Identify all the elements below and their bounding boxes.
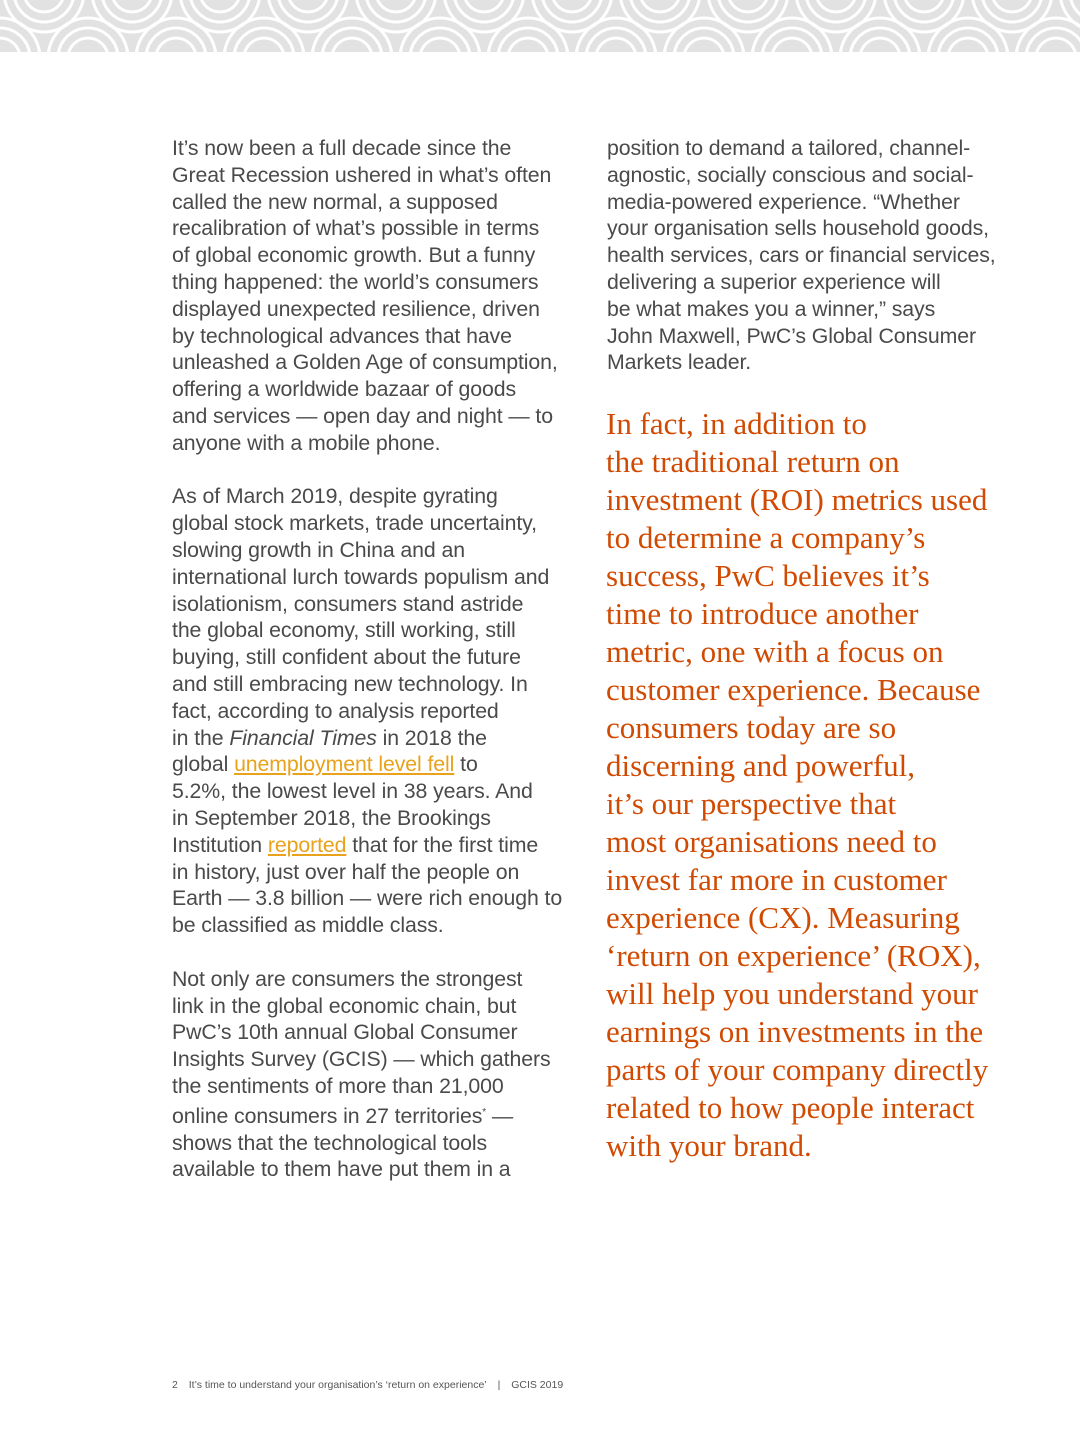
text-line [172,993,592,1020]
pull-quote-line: metric, one with a focus on [606,634,944,669]
pull-quote-line: In fact, in addition to [606,406,867,441]
text-line [172,1046,592,1073]
text-line [172,269,592,296]
pull-quote-line: experience (CX). Measuring [606,900,960,935]
text-segment: offering a worldwide bazaar of goods [172,377,517,402]
pull-quote [606,405,1046,1165]
text-segment: link in the global economic chain, but [172,993,517,1018]
text-line [172,1130,592,1157]
text-line [172,376,592,403]
text-segment: thing happened: the world’s consumers [172,269,539,294]
text-segment: anyone with a mobile phone. [172,430,441,455]
pull-quote-line: investment (ROI) metrics used [606,482,988,517]
pull-quote-line: earnings on investments in the [606,1014,984,1049]
text-line [607,242,1037,269]
pull-quote-line: to determine a company’s [606,520,926,555]
text-line [172,1073,592,1100]
text-line [172,242,592,269]
pull-quote-line: ‘return on experience’ (ROX), [606,938,981,973]
text-line [172,564,592,591]
inline-link[interactable]: unemployment level fell [234,752,455,777]
text-line [172,1100,592,1130]
text-line [607,296,1037,323]
pull-quote-line: success, PwC believes it’s [606,558,930,593]
text-segment: be what makes you a winner,” says [607,296,936,321]
pull-quote-line: consumers today are so [606,710,897,745]
text-line [172,725,592,752]
inline-link[interactable]: reported [267,832,347,857]
text-segment: buying, still confident about the future [172,645,521,670]
text-line [172,1019,592,1046]
text-line [172,537,592,564]
text-segment: Earth — 3.8 billion — were rich enough to [172,886,563,911]
text-segment: Markets leader. [607,350,752,375]
text-line [172,189,592,216]
page-number: 2 [172,1379,178,1391]
pull-quote-line: parts of your company directly [606,1052,989,1087]
text-segment: Not only are consumers the strongest [172,966,523,991]
text-segment: displayed unexpected resilience, driven [172,296,540,321]
text-segment: shows that the technological tools [172,1130,488,1155]
text-line [607,323,1037,350]
text-line [172,430,592,457]
text-segment: in 2018 the [376,725,487,750]
text-segment: position to demand a tailored, channel- [607,136,971,160]
body-right-column [607,135,1037,403]
text-segment: Great Recession ushered in what’s often [172,162,552,187]
body-left-column [172,135,592,1210]
text-segment: in history, just over half the people on [172,859,520,884]
text-line [172,483,592,510]
text-line [172,751,592,778]
text-segment: unleashed a Golden Age of consumption, [172,350,558,375]
text-segment: As of March 2019, despite gyrating [172,484,498,509]
text-line [607,269,1037,296]
text-segment: — [486,1103,514,1128]
pull-quote-line: customer experience. Because [606,672,981,707]
decorative-arc-pattern-banner [0,0,1080,54]
text-line [172,912,592,939]
pull-quote-line: the traditional return on [606,444,900,479]
text-segment: Insights Survey (GCIS) — which gathers [172,1047,551,1072]
text-segment: isolationism, consumers stand astride [172,591,524,616]
text-segment: online consumers in 27 territories [172,1103,483,1128]
text-line [172,162,592,189]
text-segment: 5.2%, the lowest level in 38 years. And [172,779,533,804]
text-segment: agnostic, socially conscious and social- [607,162,974,187]
text-segment: by technological advances that have [172,323,512,348]
document-title: It’s time to understand your organisation’s ‘return on experience’ [188,1379,487,1391]
text-line [172,805,592,832]
pull-quote-line: related to how people interact [606,1090,975,1125]
text-line [607,189,1037,216]
text-segment: in the [172,725,230,750]
text-line [172,885,592,912]
paragraph [172,483,592,939]
text-line [607,215,1037,242]
text-segment: slowing growth in China and an [172,537,465,562]
text-segment: to [454,752,478,777]
publication-name: GCIS 2019 [511,1379,564,1391]
pull-quote-line: will help you understand your [606,976,978,1011]
text-segment: health services, cars or financial services, [607,243,996,268]
text-line [172,1156,592,1183]
text-segment: your organisation sells household goods, [607,216,989,241]
pull-quote-line: time to introduce another [606,596,919,631]
text-line [172,859,592,886]
text-segment: delivering a superior experience will [607,269,941,294]
text-line [172,778,592,805]
text-line [172,296,592,323]
text-line [172,510,592,537]
text-line [172,966,592,993]
text-line [172,698,592,725]
text-line [172,832,592,859]
text-line [172,349,592,376]
text-segment: the sentiments of more than 21,000 [172,1073,504,1098]
text-segment: of global economic growth. But a funny [172,243,536,268]
text-segment: and services — open day and night — to [172,403,553,428]
text-line [172,135,592,162]
text-line [172,591,592,618]
text-line [172,671,592,698]
text-segment: Institution [172,832,268,857]
paragraph [607,135,1037,376]
text-segment: PwC’s 10th annual Global Consumer [172,1020,518,1045]
text-line [172,323,592,350]
italic-text: Financial Times [229,725,377,750]
pull-quote-line: most organisations need to [606,824,937,859]
text-segment: that for the first time [346,832,539,857]
text-segment: and still embracing new technology. In [172,671,528,696]
text-line [607,162,1037,189]
text-segment: the global economy, still working, still [172,618,516,643]
text-segment: media-powered experience. “Whether [607,189,960,214]
text-segment: international lurch towards populism and [172,564,550,589]
paragraph [172,966,592,1183]
text-segment: It’s now been a full decade since the [172,136,512,160]
text-segment: called the new normal, a supposed [172,189,498,214]
pull-quote-line: invest far more in customer [606,862,947,897]
text-segment: fact, according to analysis reported [172,698,499,723]
text-segment: John Maxwell, PwC’s Global Consumer [607,323,976,348]
pull-quote-line: it’s our perspective that [606,786,897,821]
paragraph [172,135,592,457]
text-line [172,403,592,430]
text-segment: global stock markets, trade uncertainty, [172,511,537,536]
text-line [607,349,1037,376]
page-footer [172,1379,571,1391]
text-line [607,135,1037,162]
text-segment: in September 2018, the Brookings [172,805,491,830]
text-segment: recalibration of what’s possible in terms [172,216,540,241]
pull-quote-line: with your brand. [606,1128,812,1163]
text-line [172,644,592,671]
footnote-marker: * [482,1106,487,1118]
text-segment: be classified as middle class. [172,913,444,938]
text-line [172,215,592,242]
text-line [172,617,592,644]
footer-separator: | [497,1379,501,1391]
pull-quote-line: discerning and powerful, [606,748,916,783]
text-segment: global [172,752,235,777]
text-segment: available to them have put them in a [172,1157,511,1182]
